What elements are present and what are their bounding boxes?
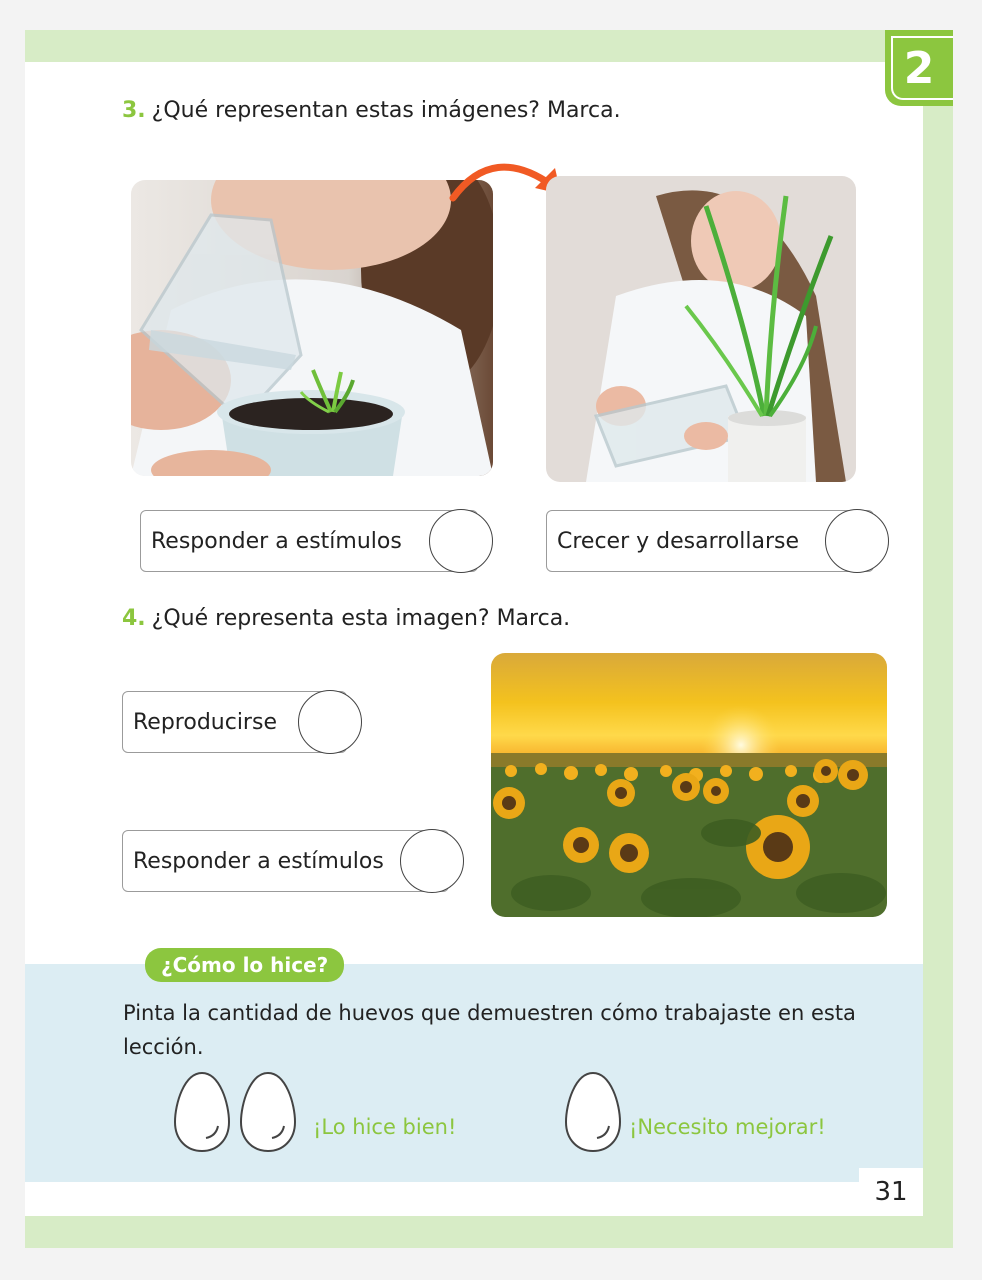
reflection-instruction: Pinta la cantidad de huevos que demuestren cómo trabajaste en esta lección.	[123, 1001, 856, 1059]
unit-tab	[885, 30, 953, 106]
option-responder-estimulos-2[interactable]	[122, 830, 449, 892]
photo-watering-sprout	[131, 180, 493, 476]
egg-icon[interactable]	[238, 1070, 298, 1154]
sunflower-field-illustration	[491, 653, 887, 917]
page-number: 31	[859, 1168, 923, 1216]
question-3-number: 3.	[122, 98, 146, 123]
question-4-title	[122, 606, 570, 631]
egg-icon[interactable]	[172, 1070, 232, 1154]
egg-icon[interactable]	[563, 1070, 623, 1154]
photo-grown-plant	[546, 176, 856, 482]
option-crecer-desarrollarse[interactable]	[546, 510, 874, 572]
unit-number: 2	[903, 42, 935, 94]
grown-plant-illustration	[546, 176, 856, 482]
improve-label: ¡Necesito mejorar!	[629, 1115, 826, 1139]
right-band	[923, 62, 953, 1248]
answer-circle[interactable]	[400, 829, 464, 893]
bottom-band	[25, 1216, 953, 1248]
watering-sprout-illustration	[131, 180, 493, 476]
option-label: Responder a estímulos	[133, 848, 384, 874]
question-4-text: ¿Qué representa esta imagen? Marca.	[151, 606, 571, 631]
good-label: ¡Lo hice bien!	[313, 1115, 457, 1139]
answer-circle[interactable]	[825, 509, 889, 573]
option-responder-estimulos[interactable]	[140, 510, 478, 572]
question-3-text: ¿Qué representan estas imágenes? Marca.	[151, 98, 621, 123]
question-3-title	[122, 98, 621, 123]
reflection-badge: ¿Cómo lo hice?	[145, 948, 344, 982]
option-label: Reproducirse	[133, 709, 277, 735]
workbook-page	[25, 30, 953, 1248]
top-band	[25, 30, 953, 62]
option-label: Crecer y desarrollarse	[557, 528, 800, 554]
question-4-number: 4.	[122, 606, 146, 631]
option-reproducirse[interactable]	[122, 691, 347, 753]
option-label: Responder a estímulos	[151, 528, 402, 554]
photo-sunflower-field	[491, 653, 887, 917]
answer-circle[interactable]	[429, 509, 493, 573]
answer-circle[interactable]	[298, 690, 362, 754]
